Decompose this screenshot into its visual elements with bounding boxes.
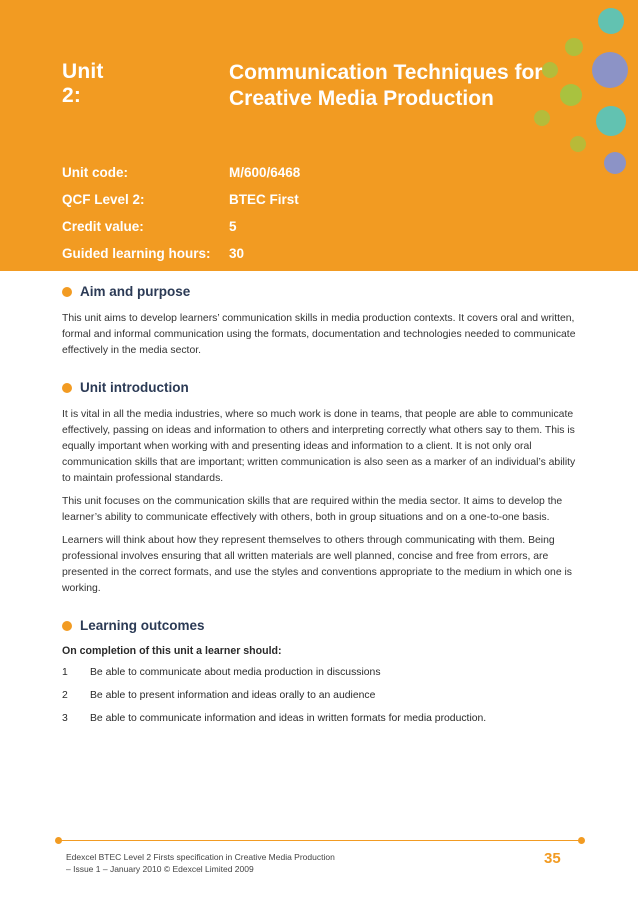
section-heading <box>62 618 582 633</box>
list-text: Be able to communicate about media production in discussions <box>90 667 381 678</box>
unit-title: Communication Techniques for Creative Media Production <box>229 61 543 110</box>
footer-line-1: Edexcel BTEC Level 2 Firsts specification in Creative Media Production <box>66 852 335 862</box>
unit-content <box>62 284 582 734</box>
footer-dot-right <box>578 837 585 844</box>
meta-key: QCF Level 2: <box>62 192 145 207</box>
decorative-dot <box>570 136 586 152</box>
meta-row-credit-value <box>62 219 542 246</box>
section-title: Aim and purpose <box>80 284 191 299</box>
unit-header <box>0 0 638 271</box>
decorative-dot <box>534 110 550 126</box>
decorative-dot <box>565 38 583 56</box>
outcomes-lead: On completion of this unit a learner should: <box>62 645 282 657</box>
unit-label: Unit 2: <box>62 60 104 107</box>
decorative-dot <box>598 8 624 34</box>
page-number: 35 <box>544 850 561 867</box>
list-item <box>62 688 582 704</box>
meta-value: 30 <box>229 246 245 261</box>
meta-row-qcf-level <box>62 192 542 219</box>
meta-key: Unit code: <box>62 165 128 180</box>
section-title: Unit introduction <box>80 380 189 395</box>
footer-rule <box>58 840 582 841</box>
decorative-dot <box>596 106 626 136</box>
list-text: Be able to communicate information and ideas in written formats for media production. <box>90 713 487 724</box>
paragraph: This unit focuses on the communication skills that are required within the media sector. It aims to develop the learner’s ability to communicate effectively with others, both in group situations and on a one-to-one basis. <box>62 496 563 523</box>
bullet-icon <box>62 287 72 297</box>
section-title: Learning outcomes <box>80 618 205 633</box>
decorative-dot <box>592 52 628 88</box>
section-heading <box>62 284 582 299</box>
footer-text <box>66 851 446 875</box>
meta-row-unit-code <box>62 165 542 192</box>
section-outcomes <box>62 618 582 727</box>
meta-value: M/600/6468 <box>229 165 301 180</box>
list-number: 1 <box>62 667 68 678</box>
meta-key: Guided learning hours: <box>62 246 211 261</box>
footer-line-2: – Issue 1 – January 2010 © Edexcel Limited 2009 <box>66 864 254 874</box>
list-number: 3 <box>62 713 68 724</box>
decorative-dot <box>604 152 626 174</box>
paragraph: This unit aims to develop learners’ communication skills in media production contexts. It covers oral and written, formal and informal communication using the formats, documentation and technologies needed to communicate effectively in the media sector. <box>62 313 576 356</box>
list-item <box>62 665 582 681</box>
section-intro <box>62 380 582 597</box>
bullet-icon <box>62 621 72 631</box>
unit-meta <box>62 165 542 271</box>
meta-value: 5 <box>229 219 237 234</box>
list-number: 2 <box>62 690 68 701</box>
paragraph: It is vital in all the media industries, where so much work is done in teams, that people are able to communicate effectively, passing on ideas and information to others and interpreting correctly what others say to them. This is equally important when working with and presenting ideas and information to a client. It is not only oral communication skills that are important; written communication is also seen as a marker of an individual’s ability to maintain professional standards. <box>62 409 576 484</box>
meta-value: BTEC First <box>229 192 299 207</box>
section-aim <box>62 284 582 359</box>
meta-row-guided-hours <box>62 246 542 271</box>
list-text: Be able to present information and ideas orally to an audience <box>90 690 376 701</box>
section-heading <box>62 380 582 395</box>
bullet-icon <box>62 383 72 393</box>
paragraph: Learners will think about how they represent themselves to others through communicating with them. Being professional involves ensuring that all written materials are well planned, concise and free from errors, are presented in the correct formats, and use the styles and conventions appropriate to the medium in which one is working. <box>62 535 573 594</box>
list-item <box>62 711 582 727</box>
meta-key: Credit value: <box>62 219 144 234</box>
